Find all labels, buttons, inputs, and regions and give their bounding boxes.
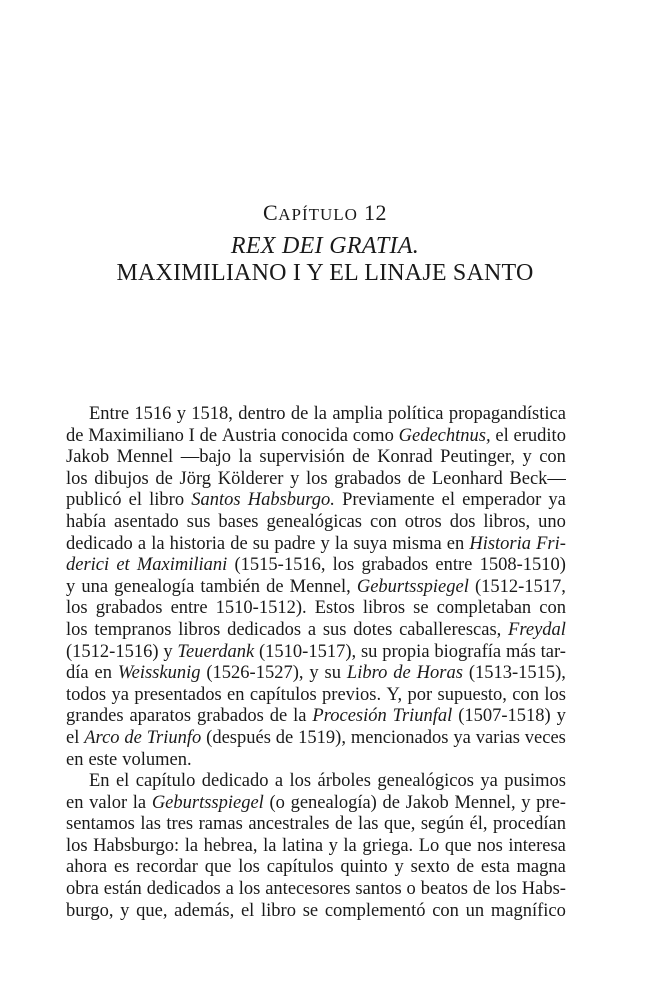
word: es <box>113 857 130 878</box>
text-line <box>66 814 566 836</box>
word: otros <box>404 511 442 532</box>
word: publicó <box>66 490 122 511</box>
word: interesa <box>508 835 566 856</box>
chapter-title-line-2: MAXIMILIANO I Y EL LINAJE SANTO <box>116 260 534 286</box>
word: antecesores <box>265 879 351 900</box>
word: como <box>352 425 394 446</box>
word: y <box>176 404 186 424</box>
chapter-title-line-1: REX DEI GRATIA. <box>230 233 420 259</box>
word: y <box>556 706 566 727</box>
text-line <box>66 404 566 426</box>
word: (1507-1518) <box>458 706 551 727</box>
word: la <box>151 533 165 554</box>
word: con <box>512 684 540 705</box>
word: y <box>309 663 319 684</box>
text-line <box>66 879 566 901</box>
word: magnífico <box>490 900 566 921</box>
italic-word: Habsburgo. <box>247 490 335 511</box>
text-line <box>66 447 566 469</box>
word: dotes <box>353 619 393 640</box>
word: capítulos <box>266 857 334 878</box>
word: Entre <box>89 404 130 424</box>
word: capítulos <box>249 684 317 705</box>
word: entre <box>435 555 473 576</box>
word: a <box>225 879 234 900</box>
word: todos <box>66 684 107 705</box>
word: o <box>406 879 416 900</box>
word: ya <box>548 490 566 511</box>
word: completaban <box>436 598 532 619</box>
word: la <box>334 533 349 554</box>
word: valor <box>89 792 128 813</box>
word: su <box>324 663 341 684</box>
word: capítulo <box>135 771 196 792</box>
word: los <box>289 771 312 792</box>
word: de <box>266 576 284 597</box>
word: supuesto, <box>437 684 507 705</box>
word: ya <box>480 771 498 792</box>
word: dibujos <box>94 468 149 489</box>
word: la <box>293 706 307 727</box>
word: (después <box>206 727 271 748</box>
word: y <box>320 533 330 554</box>
word: tar- <box>540 641 566 662</box>
word: según <box>420 814 465 835</box>
word: grabados <box>197 706 264 727</box>
word: (1510-1517), <box>259 641 357 662</box>
word: (1513-1515), <box>468 663 566 684</box>
word: dentro <box>238 404 286 424</box>
word: 1516 <box>134 404 172 424</box>
word: I <box>188 425 195 446</box>
word: Maximiliano <box>88 425 184 446</box>
text-line <box>66 598 566 620</box>
word: de <box>407 468 426 489</box>
word: Mennel, <box>454 792 516 813</box>
word: la <box>184 835 199 856</box>
word: esta <box>480 857 510 878</box>
italic-word: Weisskunig <box>117 663 201 684</box>
word: sus <box>322 619 347 640</box>
word: Previamente <box>342 490 435 511</box>
word: grabados <box>334 468 402 489</box>
word: la <box>238 447 252 468</box>
word: por <box>407 684 433 705</box>
word: Mennel, <box>289 576 351 597</box>
word: ya <box>453 727 471 748</box>
word: los <box>332 555 355 576</box>
text-line <box>66 512 566 534</box>
word: la <box>343 835 357 856</box>
word: dedicado <box>66 533 133 554</box>
word: y <box>120 900 130 921</box>
word: historia <box>169 533 226 554</box>
word: a <box>274 771 284 792</box>
word: amplia <box>332 404 383 424</box>
word: y <box>522 447 532 468</box>
word: los <box>495 879 517 900</box>
word: los <box>66 619 88 640</box>
text-line <box>66 706 566 728</box>
word: (1512-1517, <box>474 576 566 597</box>
word: grandes <box>66 706 124 727</box>
word: además, <box>174 900 235 921</box>
chapter-number: 12 <box>363 200 387 225</box>
italic-word: derici <box>66 555 110 576</box>
word: y <box>163 641 173 662</box>
word: uno <box>538 511 566 532</box>
word: con <box>370 511 397 532</box>
word: día <box>66 663 89 684</box>
italic-word: Triunfo <box>146 727 202 748</box>
word: —bajo <box>180 447 232 468</box>
word: los <box>66 598 88 619</box>
chapter-label-initial: C <box>263 200 279 225</box>
word: están <box>103 879 142 900</box>
word: el <box>495 425 509 446</box>
italic-word: et <box>116 555 130 576</box>
word: sus <box>186 511 211 532</box>
text-line <box>66 771 566 793</box>
word: se <box>302 900 319 921</box>
word: libro <box>149 490 185 511</box>
word: biografía <box>434 641 502 662</box>
word: ramas <box>198 814 243 835</box>
text-line <box>66 663 566 685</box>
text-line <box>66 555 566 577</box>
word: la <box>263 835 277 856</box>
word: que, <box>384 814 416 835</box>
word: sentamos <box>66 814 135 835</box>
word: complementó <box>324 900 426 921</box>
word: Jakob <box>66 447 110 468</box>
word: el <box>441 490 456 511</box>
word: 1510-1512). <box>215 598 307 619</box>
word: Leonhard <box>431 468 503 489</box>
word: de <box>199 425 218 446</box>
word: presentados <box>134 684 222 705</box>
word: recordar <box>136 857 198 878</box>
text-line <box>66 857 566 879</box>
word: bases <box>218 511 259 532</box>
italic-word: Horas <box>416 663 463 684</box>
word: previos. <box>322 684 382 705</box>
italic-word: Geburtsspiegel <box>151 792 264 813</box>
text-line <box>66 469 566 491</box>
word: y <box>521 792 531 813</box>
word: los <box>306 468 328 489</box>
word: las <box>140 814 161 835</box>
word: pre- <box>536 792 566 813</box>
word: entre <box>170 598 208 619</box>
word: Habsburgo: <box>93 835 180 856</box>
word: que <box>444 835 472 856</box>
text-line <box>66 901 566 923</box>
word: de <box>382 792 400 813</box>
word: en <box>66 749 84 770</box>
word: su <box>360 641 378 662</box>
word: de <box>275 727 294 748</box>
word: y <box>290 468 300 489</box>
word: se <box>413 598 429 619</box>
text-line <box>66 642 566 664</box>
italic-word: Triunfal <box>392 706 453 727</box>
word: los <box>66 835 88 856</box>
text-line <box>66 620 566 642</box>
word: con <box>539 447 566 468</box>
text-line <box>66 728 566 750</box>
word: los <box>238 857 260 878</box>
italic-word: Historia <box>469 533 532 554</box>
word: griega. <box>362 835 414 856</box>
word: burgo, <box>66 900 114 921</box>
word: beatos <box>420 879 468 900</box>
word: de <box>456 857 475 878</box>
chapter-label <box>0 199 650 229</box>
italic-word: Arco <box>84 727 120 748</box>
word: 1508-1510) <box>479 555 566 576</box>
italic-word: Procesión <box>312 706 387 727</box>
word: En <box>89 771 110 792</box>
word: erudito <box>513 425 566 446</box>
word: volumen. <box>122 749 192 770</box>
word: tres <box>166 814 194 835</box>
word: una <box>81 576 109 597</box>
word: (1526-1527), <box>206 663 304 684</box>
word: de <box>66 425 84 446</box>
word: de <box>472 879 491 900</box>
word: de <box>155 468 173 489</box>
word: a <box>137 533 147 554</box>
chapter-label-rest: APÍTULO <box>278 205 358 224</box>
word: de <box>230 533 248 554</box>
word: ahora <box>66 857 108 878</box>
word: el <box>240 900 255 921</box>
word: (1515-1516, <box>234 555 326 576</box>
word: él, <box>469 814 488 835</box>
word: propagandística <box>448 404 566 424</box>
text-line <box>66 534 566 556</box>
word: libros <box>362 598 406 619</box>
word: Jörg <box>179 468 212 489</box>
word: suya <box>353 533 388 554</box>
word: nos <box>477 835 503 856</box>
italic-word: Gedechtnus, <box>398 425 491 446</box>
word: conocida <box>281 425 348 446</box>
italic-word: Fri- <box>536 533 566 554</box>
word: sexto <box>410 857 450 878</box>
paragraph <box>66 404 566 771</box>
word: libros <box>178 619 221 640</box>
word: padre <box>274 533 316 554</box>
text-line <box>66 577 566 599</box>
word: y <box>66 576 76 597</box>
word: este <box>88 749 118 770</box>
italic-word: de <box>124 727 142 748</box>
word: Jakob <box>405 792 449 813</box>
word: libro <box>261 900 296 921</box>
word: obra <box>66 879 99 900</box>
word: libros, <box>483 511 531 532</box>
word: y <box>328 835 338 856</box>
word: de <box>334 814 353 835</box>
word: en <box>66 792 84 813</box>
word: en <box>446 533 465 554</box>
text-line <box>66 836 566 858</box>
word: tempranos <box>94 619 172 640</box>
word: dedicado <box>201 771 269 792</box>
word: un <box>465 900 485 921</box>
word: (o <box>269 792 285 813</box>
word: su <box>252 533 270 554</box>
word: Habs- <box>521 879 566 900</box>
word: misma <box>392 533 442 554</box>
word: Y, <box>386 684 403 705</box>
word: emperador <box>462 490 542 511</box>
word: aparatos <box>129 706 192 727</box>
word: varias <box>475 727 520 748</box>
italic-word: Libro <box>346 663 388 684</box>
word: veces <box>524 727 566 748</box>
word: latina <box>281 835 324 856</box>
word: Kölderer <box>217 468 284 489</box>
word: asentado <box>114 511 179 532</box>
italic-word: Freydal <box>508 619 566 640</box>
word: el <box>115 771 130 792</box>
word: y <box>394 857 404 878</box>
word: política <box>388 404 444 424</box>
word: quinto <box>340 857 388 878</box>
italic-word: de <box>393 663 411 684</box>
word: Lo <box>418 835 440 856</box>
text-line <box>66 793 566 815</box>
word: Estos <box>314 598 355 619</box>
word: más <box>506 641 536 662</box>
word: que <box>204 857 232 878</box>
word: genealogía <box>114 576 195 597</box>
word: magna <box>516 857 566 878</box>
word: santos <box>355 879 402 900</box>
word: genealógicos <box>377 771 474 792</box>
word: dos <box>449 511 476 532</box>
word: la <box>313 404 327 424</box>
paragraph <box>66 771 566 922</box>
word: también <box>200 576 260 597</box>
word: con <box>432 900 459 921</box>
word: Mennel <box>116 447 174 468</box>
body-text <box>66 404 566 922</box>
word: los <box>544 684 566 705</box>
word: procedían <box>493 814 566 835</box>
word: genealogía) <box>290 792 377 813</box>
word: ya <box>111 684 129 705</box>
word: que, <box>136 900 168 921</box>
word: de <box>290 404 309 424</box>
italic-word: Maximiliani <box>136 555 228 576</box>
word: propia <box>382 641 430 662</box>
word: árboles <box>317 771 371 792</box>
word: dedicados <box>227 619 302 640</box>
word: supervisión <box>259 447 345 468</box>
word: a <box>307 619 317 640</box>
word: los <box>238 879 261 900</box>
word: Beck— <box>509 468 566 489</box>
word: pusimos <box>504 771 566 792</box>
word: de <box>352 447 370 468</box>
italic-word: Teuerdank <box>177 641 255 662</box>
text-line <box>66 490 566 512</box>
word: las <box>357 814 379 835</box>
word: Austria <box>221 425 277 446</box>
word: (1512-1516) <box>66 641 159 662</box>
word: en <box>227 684 245 705</box>
word: había <box>66 511 107 532</box>
word: de <box>269 706 288 727</box>
word: ancestrales <box>248 814 330 835</box>
text-line <box>66 685 566 707</box>
word: los <box>66 468 88 489</box>
word: 1519), <box>298 727 346 748</box>
word: hebrea, <box>203 835 258 856</box>
word: el <box>128 490 142 511</box>
italic-word: Santos <box>191 490 241 511</box>
word: dedicados <box>146 879 221 900</box>
word: mencionados <box>350 727 449 748</box>
word: 1518, <box>191 404 233 424</box>
word: genealógicas <box>266 511 363 532</box>
word: con <box>539 598 566 619</box>
word: Peutinger, <box>440 447 515 468</box>
italic-word: Geburtsspiegel <box>356 576 469 597</box>
text-line <box>66 750 566 772</box>
word: Konrad <box>377 447 433 468</box>
word: caballerescas, <box>399 619 502 640</box>
word: el <box>66 727 80 748</box>
text-line <box>66 426 566 448</box>
word: en <box>94 663 112 684</box>
word: grabados <box>361 555 429 576</box>
word: la <box>132 792 147 813</box>
word: grabados <box>95 598 163 619</box>
